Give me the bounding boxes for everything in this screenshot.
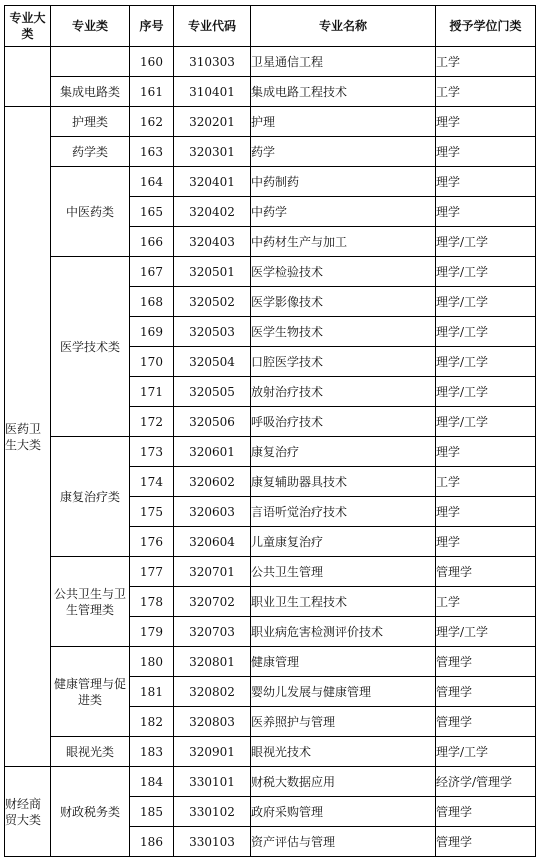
seq-cell: 177 <box>130 557 174 587</box>
name-cell: 中药材生产与加工 <box>251 227 436 257</box>
degree-cell: 理学/工学 <box>436 257 536 287</box>
header-major-group: 专业大类 <box>5 6 51 47</box>
degree-cell: 理学 <box>436 167 536 197</box>
code-cell: 330103 <box>174 827 251 857</box>
table-row <box>5 167 536 197</box>
category-cell: 眼视光类 <box>51 737 130 767</box>
category-cell: 集成电路类 <box>51 77 130 107</box>
degree-cell: 理学/工学 <box>436 287 536 317</box>
group-cell: 医药卫生大类 <box>5 107 51 767</box>
name-cell: 口腔医学技术 <box>251 347 436 377</box>
degree-cell: 理学 <box>436 527 536 557</box>
header-major-code: 专业代码 <box>174 6 251 47</box>
table-row <box>5 767 536 797</box>
code-cell: 320401 <box>174 167 251 197</box>
degree-cell: 管理学 <box>436 797 536 827</box>
table-row <box>5 437 536 467</box>
degree-cell: 管理学 <box>436 557 536 587</box>
table-row <box>5 647 536 677</box>
code-cell: 320503 <box>174 317 251 347</box>
code-cell: 320802 <box>174 677 251 707</box>
seq-cell: 162 <box>130 107 174 137</box>
seq-cell: 178 <box>130 587 174 617</box>
code-cell: 320901 <box>174 737 251 767</box>
name-cell: 职业卫生工程技术 <box>251 587 436 617</box>
degree-cell: 工学 <box>436 587 536 617</box>
degree-cell: 理学/工学 <box>436 737 536 767</box>
code-cell: 310303 <box>174 47 251 77</box>
code-cell: 320201 <box>174 107 251 137</box>
seq-cell: 163 <box>130 137 174 167</box>
degree-cell: 工学 <box>436 467 536 497</box>
code-cell: 320501 <box>174 257 251 287</box>
name-cell: 药学 <box>251 137 436 167</box>
seq-cell: 172 <box>130 407 174 437</box>
code-cell: 320402 <box>174 197 251 227</box>
category-cell: 财政税务类 <box>51 767 130 857</box>
name-cell: 政府采购管理 <box>251 797 436 827</box>
code-cell: 320703 <box>174 617 251 647</box>
seq-cell: 174 <box>130 467 174 497</box>
seq-cell: 166 <box>130 227 174 257</box>
seq-cell: 179 <box>130 617 174 647</box>
code-cell: 330102 <box>174 797 251 827</box>
table-row <box>5 137 536 167</box>
category-cell: 药学类 <box>51 137 130 167</box>
category-cell-empty <box>51 47 130 77</box>
name-cell: 中药学 <box>251 197 436 227</box>
seq-cell: 164 <box>130 167 174 197</box>
seq-cell: 168 <box>130 287 174 317</box>
code-cell: 320403 <box>174 227 251 257</box>
seq-cell: 182 <box>130 707 174 737</box>
name-cell: 婴幼儿发展与健康管理 <box>251 677 436 707</box>
code-cell: 320601 <box>174 437 251 467</box>
code-cell: 320505 <box>174 377 251 407</box>
code-cell: 320504 <box>174 347 251 377</box>
name-cell: 公共卫生管理 <box>251 557 436 587</box>
degree-cell: 理学/工学 <box>436 227 536 257</box>
seq-cell: 183 <box>130 737 174 767</box>
name-cell: 呼吸治疗技术 <box>251 407 436 437</box>
table-row <box>5 77 536 107</box>
degree-cell: 管理学 <box>436 827 536 857</box>
name-cell: 医学影像技术 <box>251 287 436 317</box>
name-cell: 儿童康复治疗 <box>251 527 436 557</box>
seq-cell: 171 <box>130 377 174 407</box>
name-cell: 健康管理 <box>251 647 436 677</box>
seq-cell: 180 <box>130 647 174 677</box>
degree-cell: 理学/工学 <box>436 407 536 437</box>
degree-cell: 管理学 <box>436 647 536 677</box>
header-row <box>5 6 536 47</box>
seq-cell: 169 <box>130 317 174 347</box>
code-cell: 330101 <box>174 767 251 797</box>
seq-cell: 167 <box>130 257 174 287</box>
group-cell: 财经商贸大类 <box>5 767 51 857</box>
name-cell: 集成电路工程技术 <box>251 77 436 107</box>
code-cell: 320803 <box>174 707 251 737</box>
degree-cell: 理学/工学 <box>436 317 536 347</box>
seq-cell: 173 <box>130 437 174 467</box>
header-major-category: 专业类 <box>51 6 130 47</box>
name-cell: 眼视光技术 <box>251 737 436 767</box>
code-cell: 320602 <box>174 467 251 497</box>
degree-cell: 理学 <box>436 137 536 167</box>
seq-cell: 165 <box>130 197 174 227</box>
header-sequence: 序号 <box>130 6 174 47</box>
name-cell: 中药制药 <box>251 167 436 197</box>
degree-cell: 管理学 <box>436 707 536 737</box>
seq-cell: 184 <box>130 767 174 797</box>
table-row <box>5 257 536 287</box>
code-cell: 320801 <box>174 647 251 677</box>
degree-cell: 理学 <box>436 107 536 137</box>
category-cell: 中医药类 <box>51 167 130 257</box>
table-row <box>5 557 536 587</box>
category-cell: 医学技术类 <box>51 257 130 437</box>
degree-cell: 理学/工学 <box>436 377 536 407</box>
name-cell: 资产评估与管理 <box>251 827 436 857</box>
code-cell: 320701 <box>174 557 251 587</box>
seq-cell: 181 <box>130 677 174 707</box>
table-row <box>5 107 536 137</box>
name-cell: 财税大数据应用 <box>251 767 436 797</box>
code-cell: 320502 <box>174 287 251 317</box>
seq-cell: 185 <box>130 797 174 827</box>
category-cell: 公共卫生与卫生管理类 <box>51 557 130 647</box>
name-cell: 康复辅助器具技术 <box>251 467 436 497</box>
code-cell: 320301 <box>174 137 251 167</box>
seq-cell: 161 <box>130 77 174 107</box>
table-body <box>5 47 536 857</box>
category-cell: 护理类 <box>51 107 130 137</box>
code-cell: 320702 <box>174 587 251 617</box>
name-cell: 放射治疗技术 <box>251 377 436 407</box>
name-cell: 医养照护与管理 <box>251 707 436 737</box>
degree-cell: 工学 <box>436 77 536 107</box>
seq-cell: 160 <box>130 47 174 77</box>
table-header <box>5 6 536 47</box>
degree-cell: 经济学/管理学 <box>436 767 536 797</box>
name-cell: 职业病危害检测评价技术 <box>251 617 436 647</box>
header-major-name: 专业名称 <box>251 6 436 47</box>
name-cell: 护理 <box>251 107 436 137</box>
degree-cell: 理学 <box>436 197 536 227</box>
code-cell: 310401 <box>174 77 251 107</box>
seq-cell: 186 <box>130 827 174 857</box>
name-cell: 言语听觉治疗技术 <box>251 497 436 527</box>
seq-cell: 170 <box>130 347 174 377</box>
name-cell: 康复治疗 <box>251 437 436 467</box>
category-cell: 康复治疗类 <box>51 437 130 557</box>
table-row <box>5 47 536 77</box>
code-cell: 320506 <box>174 407 251 437</box>
degree-cell: 理学/工学 <box>436 347 536 377</box>
header-degree-type: 授予学位门类 <box>436 6 536 47</box>
table-row <box>5 737 536 767</box>
code-cell: 320603 <box>174 497 251 527</box>
seq-cell: 175 <box>130 497 174 527</box>
name-cell: 医学检验技术 <box>251 257 436 287</box>
category-cell: 健康管理与促进类 <box>51 647 130 737</box>
seq-cell: 176 <box>130 527 174 557</box>
name-cell: 卫星通信工程 <box>251 47 436 77</box>
degree-cell: 理学 <box>436 497 536 527</box>
degree-cell: 理学/工学 <box>436 617 536 647</box>
degree-cell: 管理学 <box>436 677 536 707</box>
degree-cell: 工学 <box>436 47 536 77</box>
majors-table <box>4 5 536 857</box>
degree-cell: 理学 <box>436 437 536 467</box>
code-cell: 320604 <box>174 527 251 557</box>
name-cell: 医学生物技术 <box>251 317 436 347</box>
group-cell-empty <box>5 47 51 107</box>
